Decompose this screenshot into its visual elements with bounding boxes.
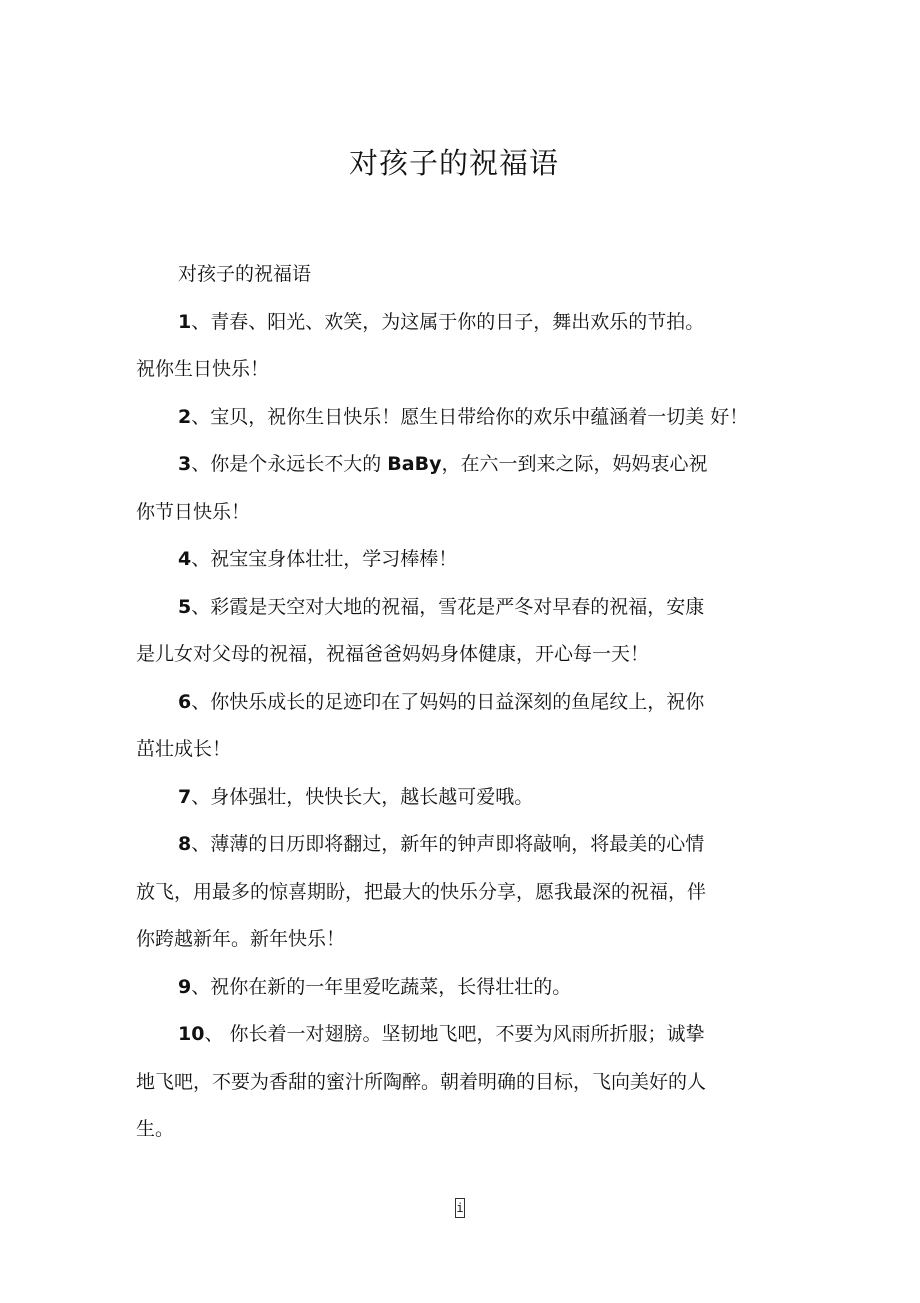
item-number: 6 [178, 690, 192, 713]
document-body [136, 251, 776, 1154]
intro-line: 对孩子的祝福语 [178, 263, 312, 285]
wish-item-2-line-1: 2、宝贝，祝你生日快乐！愿生日带给你的欢乐中蕴涵着一切美 好！ [178, 405, 749, 428]
wish-item-9-line-1: 9、祝你在新的一年里爱吃蔬菜，长得壮壮的。 [178, 975, 572, 998]
item-number: 10 [178, 1023, 205, 1045]
wish-item-6-line-2: 茁壮成长！ [136, 738, 232, 760]
wish-item-4-line-1: 4、祝宝宝身体壮壮，学习棒棒！ [178, 548, 458, 570]
wish-item-7-line-1: 7、身体强壮，快快长大，越长越可爱哦。 [178, 785, 534, 808]
wish-item-5-line-2: 是儿女对父母的祝福，祝福爸爸妈妈身体健康，开心每一天！ [136, 643, 650, 665]
wish-item-6-line-1: 6、你快乐成长的足迹印在了妈妈的日益深刻的鱼尾纹上，祝你 [178, 690, 705, 713]
item-number: 7 [178, 785, 192, 808]
wish-item-8-line-1: 8、薄薄的日历即将翻过，新年的钟声即将敲响，将最美的心情 [178, 833, 705, 855]
wish-item-10-line-3: 生。 [136, 1118, 175, 1140]
wish-item-10-line-2: 地飞吧，不要为香甜的蜜汁所陶醉。朝着明确的目标，飞向美好的人 [136, 1070, 707, 1093]
item-number: 4 [178, 548, 192, 570]
wish-item-10-line-1: 10、 你长着一对翅膀。坚韧地飞吧，不要为风雨所折服；诚挚 [178, 1023, 705, 1045]
wish-item-8-line-3: 你跨越新年。新年快乐！ [136, 928, 346, 950]
wish-item-1-line-1: 1、青春、阳光、欢笑，为这属于你的日子，舞出欢乐的节拍。 [178, 310, 705, 333]
page-number-marker: i [455, 1198, 465, 1218]
wish-item-8-line-2: 放飞，用最多的惊喜期盼，把最大的快乐分享，愿我最深的祝福，伴 [136, 880, 707, 903]
wish-item-3-line-1: 3、你是个永远长不大的 BaBy，在六一到来之际，妈妈衷心祝 [178, 453, 708, 475]
wish-item-3-line-2: 你节日快乐！ [136, 500, 251, 523]
wish-item-5-line-1: 5、彩霞是天空对大地的祝福，雪花是严冬对早春的祝福，安康 [178, 595, 705, 618]
item-number: 5 [178, 595, 192, 618]
item-number: 9 [178, 975, 192, 998]
item-number: 3 [178, 453, 192, 475]
item-number: 1 [178, 310, 192, 333]
item-number: 8 [178, 833, 192, 855]
wish-item-1-line-2: 祝你生日快乐！ [136, 358, 270, 380]
item-number: 2 [178, 405, 192, 428]
document-title: 对孩子的祝福语 [348, 146, 559, 180]
latin-word: BaBy [387, 453, 442, 475]
